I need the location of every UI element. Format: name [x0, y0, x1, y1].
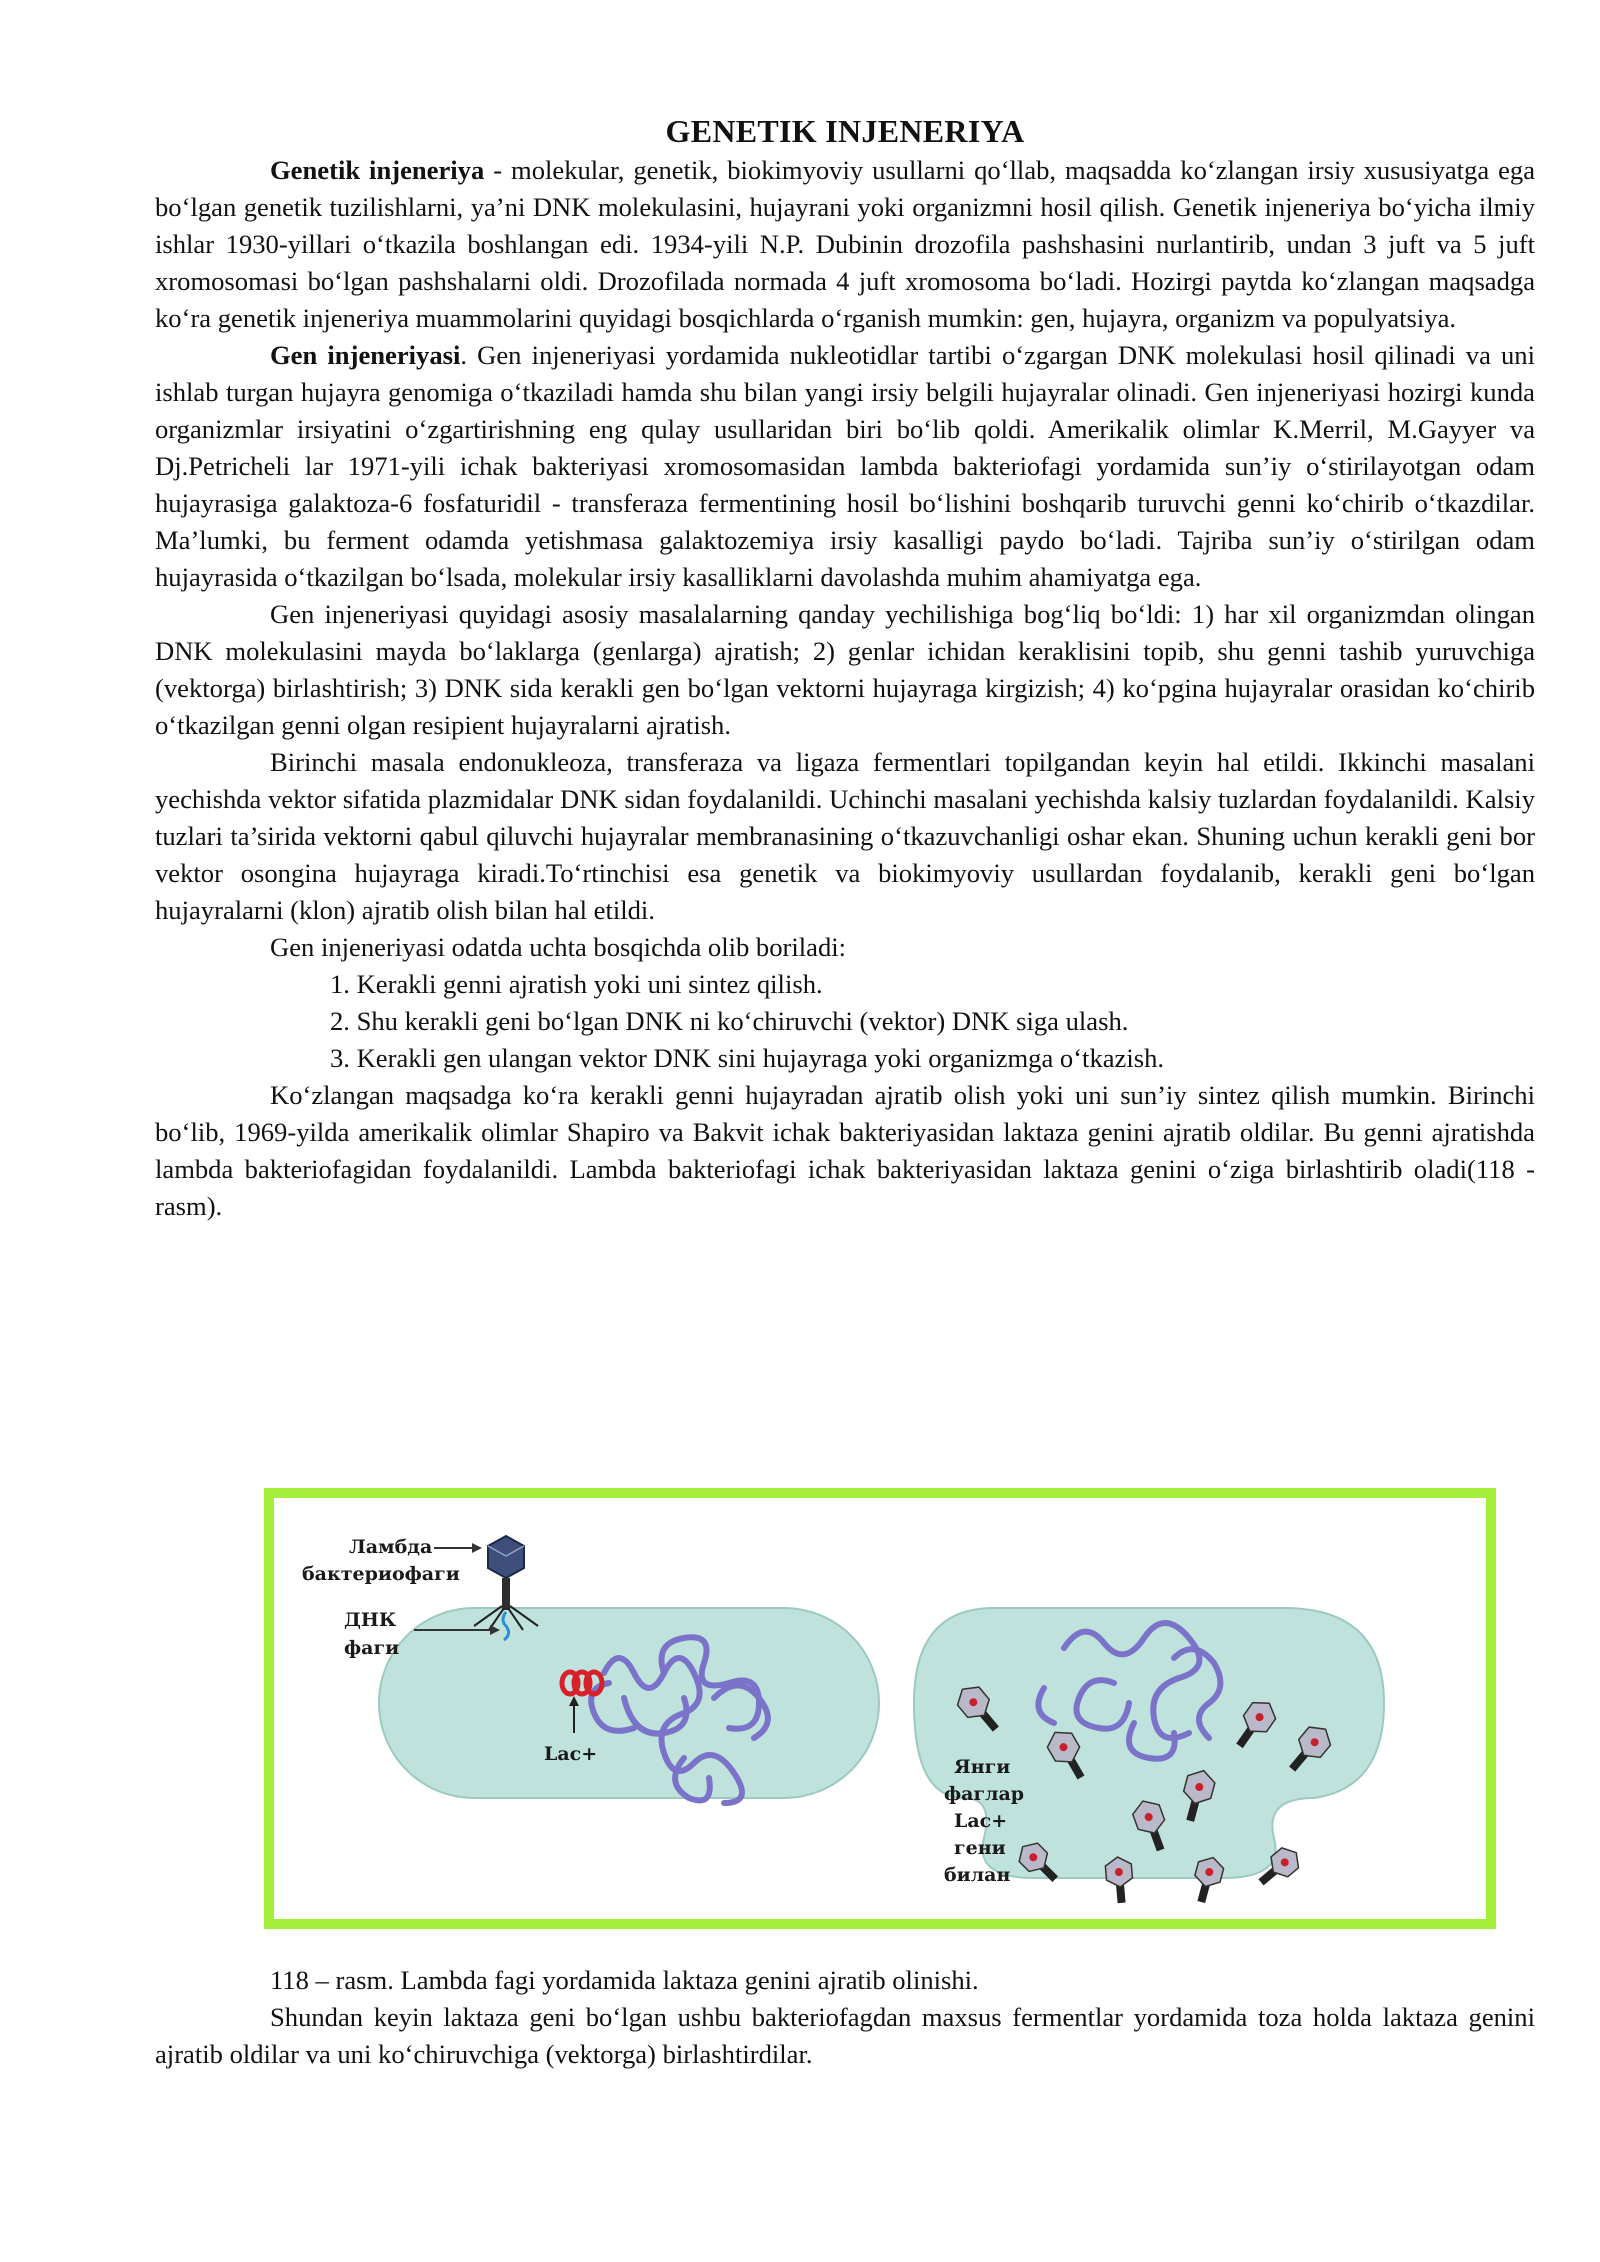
label-new-phages-5: билан [944, 1864, 1011, 1886]
paragraph-text: . Gen injeneriyasi yordamida nukleotidlar tartibi o‘zgargan DNK molekulasi hosil qilinadi va uni ishlab turgan hujayra genomiga o‘tkaziladi hamda shu bilan yangi irsiy belgili hujayralar olinadi. Gen injeneriyasi hozirgi kunda organizmlar irsiyatini o‘zgartirishning eng qulay usullaridan biri bo‘lib qoldi. Amerikalik olimlar K.Merril, M.Gayyer va Dj.Petricheli lar 1971-yili ichak bakteriyasi xromosomasidan lambda bakteriofagi yordamida sun’iy o‘stirilayotgan odam hujayrasiga galaktoza-6 fosfaturidil - transferaza fermentining hosil bo‘lishini boshqarib turuvchi genni ko‘chirib o‘tkazdilar. Ma’lumki, bu ferment odamda yetishmasa galaktozemiya irsiy kasalligi paydo bo‘ladi. Tajriba sun’iy o‘stirilgan odam hujayrasida o‘tkazilgan bo‘lsada, molekular irsiy kasalliklarni davolashda muhim ahamiyatga ega. [155, 340, 1535, 592]
label-new-phages-3: Lac+ [954, 1810, 1008, 1832]
document-body [155, 110, 1535, 1225]
paragraph-genetic-engineering [155, 152, 1535, 337]
paragraph-stages-intro: Gen injeneriyasi odatda uchta bosqichda olib boriladi: [270, 932, 847, 962]
label-lac: Lac+ [544, 1743, 598, 1765]
stage-item: 3. Kerakli gen ulangan vektor DNK sini hujayraga yoki organizmga o‘tkazish. [330, 1043, 1165, 1073]
label-dna-1: ДНК [344, 1609, 397, 1631]
label-new-phages-4: гени [954, 1837, 1006, 1859]
paragraph-solutions: Birinchi masala endonukleoza, transferaza va ligaza fermentlari topilgandan keyin hal etildi. Ikkinchi masalani yechishda vektor sifatida plazmidalar DNK sidan foydalanildi. Uchinchi masalani yechishda kalsiy tuzlardan foydalanildi. Kalsiy tuzlari ta’sirida vektorni qabul qiluvchi hujayralar membranasining o‘tkazuvchanligi oshar ekan. Shuning uchun kerakli geni bor vektor osongina hujayraga kiradi.To‘rtinchisi esa genetik va biokimyoviy usullardan foydalanib, kerakli geni bo‘lgan hujayralarni (klon) ajratib olish bilan hal etildi. [155, 747, 1535, 925]
paragraph-conclusion: Shundan keyin laktaza geni bo‘lgan ushbu bakteriofagdan maxsus fermentlar yordamida toza holda laktaza genini ajratib oldilar va uni ko‘chiruvchiga (vektorga) birlashtirdilar. [155, 2002, 1535, 2069]
stage-item: 2. Shu kerakli geni bo‘lgan DNK ni ko‘chiruvchi (vektor) DNK siga ulash. [330, 1006, 1129, 1036]
paragraph-lactase-isolation: Ko‘zlangan maqsadga ko‘ra kerakli genni hujayradan ajratib olish yoki uni sun’iy sintez qilish mumkin. Birinchi bo‘lib, 1969-yilda amerikalik olimlar Shapiro va Bakvit ichak bakteriyasidan laktaza genini ajratib oldilar. Bu genni ajratishda lambda bakteriofagidan foydalanildi. Lambda bakteriofagi ichak bakteriyasidan laktaza genini o‘ziga birlashtirib oladi(118 - rasm). [155, 1080, 1535, 1221]
paragraph-gene-engineering [155, 337, 1535, 596]
label-phage-2: бактериофаги [302, 1563, 460, 1585]
lambda-phage-diagram [274, 1498, 1486, 1919]
document-title: GENETIK INJENERIYA [665, 113, 1025, 149]
label-dna-2: фаги [344, 1637, 400, 1659]
bacterium-cell-left [379, 1608, 879, 1798]
caption-block [155, 1962, 1535, 2073]
label-new-phages-1: Янги [954, 1756, 1011, 1778]
term-genetic-engineering: Genetik injeneriya [270, 155, 485, 185]
label-new-phages-2: фаглар [944, 1783, 1025, 1805]
label-phage-1: Ламбда [349, 1536, 433, 1558]
figure-118 [264, 1488, 1496, 1929]
term-gene-engineering: Gen injeneriyasi [270, 340, 461, 370]
figure-caption: 118 – rasm. Lambda fagi yordamida laktaza genini ajratib olinishi. [270, 1965, 979, 1995]
stage-item: 1. Kerakli genni ajratish yoki uni sintez qilish. [330, 969, 823, 999]
paragraph-text: - molekular, genetik, biokimyoviy usullarni qo‘llab, maqsadda ko‘zlangan irsiy xususiyatga ega bo‘lgan genetik tuzilishlarni, ya’ni DNK molekulasini, hujayrani yoki organizmni hosil qilish. Genetik injeneriya bo‘yicha ilmiy ishlar 1930-yillari o‘tkazila boshlangan edi. 1934-yili N.P. Dubinin drozofila pashshasini nurlantirib, undan 3 juft va 5 juft xromosomasi bo‘lgan pashshalarni oldi. Drozofilada normada 4 juft xromosoma bo‘ladi. Hozirgi paytda ko‘zlangan maqsadga ko‘ra genetik injeneriya muammolarini quyidagi bosqichlarda o‘rganish mumkin: gen, hujayra, organizm va populyatsiya. [155, 155, 1535, 333]
paragraph-tasks: Gen injeneriyasi quyidagi asosiy masalalarning qanday yechilishiga bog‘liq bo‘ldi: 1) har xil organizmdan olingan DNK molekulasini mayda bo‘laklarga (genlarga) ajratish; 2) genlar ichidan keraklisini topib, shu genni tashib yuruvchiga (vektorga) birlashtirish; 3) DNK sida kerakli gen bo‘lgan vektorni hujayraga kirgizish; 4) ko‘pgina hujayralar orasidan ko‘chirib o‘tkazilgan genni olgan resipient hujayralarni ajratish. [155, 599, 1535, 740]
